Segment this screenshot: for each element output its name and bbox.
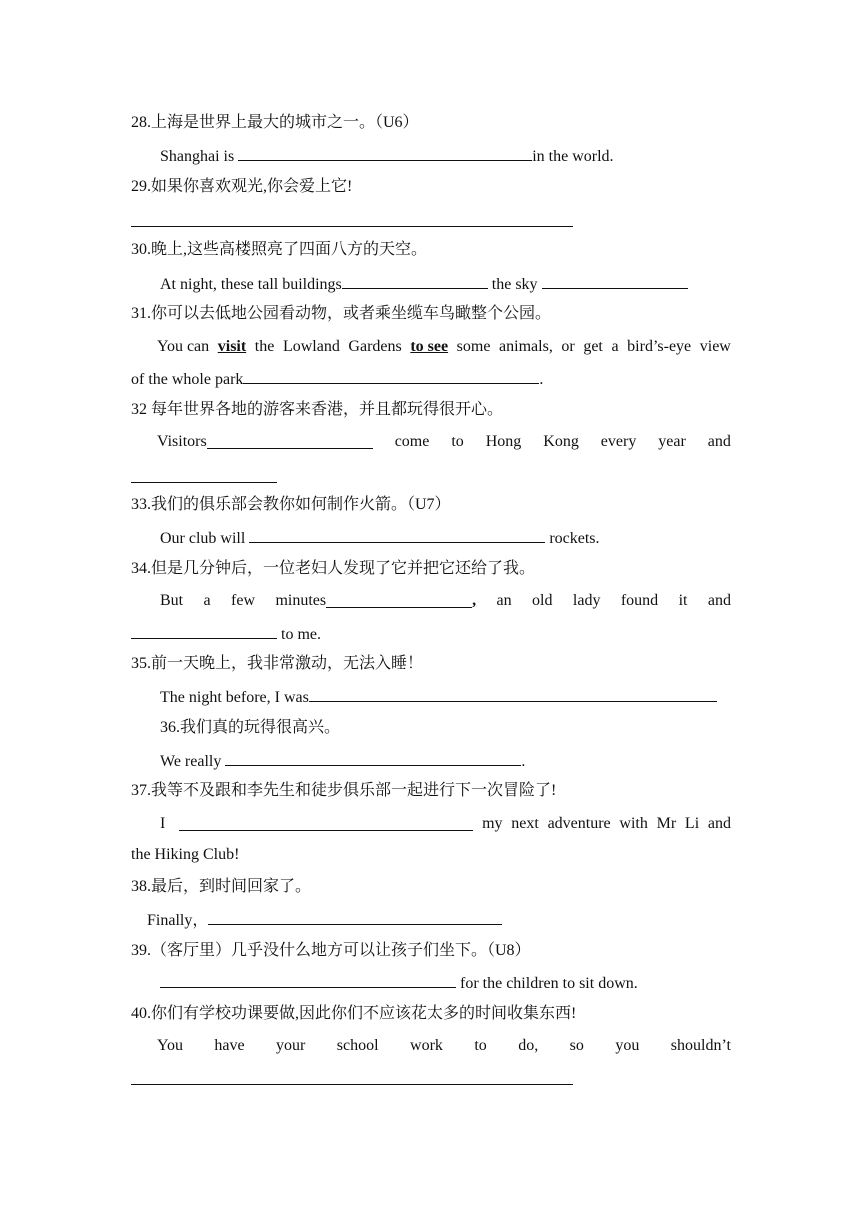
q35-prompt: 35.前一天晚上，我非常激动，无法入睡！ [131,655,424,672]
q37-prompt: 37.我等不及跟和李先生和徒步俱乐部一起进行下一次冒险了! [131,782,557,799]
q37-answer-line-1: I my next adventure with Mr Li and [160,815,731,832]
q36-answer-line: We really . [160,749,860,771]
q30-answer-line: At night, these tall buildings the sky [160,272,860,294]
q28-prompt: 28.上海是世界上最大的城市之一。（U6） [131,114,419,131]
q30-blank-1[interactable] [342,272,488,289]
q39-answer-line: for the children to sit down. [160,971,860,993]
q29-blank[interactable] [131,208,573,227]
q38-prompt: 38.最后，到时间回家了。 [131,878,312,895]
q32-blank-1[interactable] [207,432,373,449]
q34-blank-2[interactable] [131,622,277,639]
q28-answer-line: Shanghai is in the world. [160,144,860,166]
q30-blank-2[interactable] [542,272,688,289]
q40-prompt: 40.你们有学校功课要做,因此你们不应该花太多的时间收集东西! [131,1005,577,1022]
q37-answer-line-2: the Hiking Club! [131,846,240,863]
q37-blank[interactable] [179,814,473,831]
q32-answer-line-1: Visitors come to Hong Kong every year and [157,433,731,450]
q36-prompt: 36.我们真的玩得很高兴。 [160,719,341,736]
q32-prompt: 32 每年世界各地的游客来香港，并且都玩得很开心。 [131,401,504,418]
q35-blank[interactable] [309,685,717,702]
q38-blank[interactable] [208,908,502,925]
q35-answer-line: The night before, I was [160,685,860,707]
q40-blank[interactable] [131,1066,573,1085]
q28-blank[interactable] [238,144,532,161]
q39-prompt: 39.（客厅里）几乎没什么地方可以让孩子们坐下。（U8） [131,942,531,959]
q32-blank-2[interactable] [131,464,277,483]
q34-prompt: 34.但是几分钟后，一位老妇人发现了它并把它还给了我。 [131,560,536,577]
q34-answer-line-2: to me. [131,622,860,644]
q33-answer-line: Our club will rockets. [160,526,860,548]
q40-answer-line-1: You have your school work to do, so you shouldn’t [157,1037,731,1054]
q34-blank-1[interactable] [326,591,472,608]
q31-prompt: 31.你可以去低地公园看动物，或者乘坐缆车鸟瞰整个公园。 [131,305,552,322]
q39-blank[interactable] [160,971,456,988]
q30-prompt: 30.晚上,这些高楼照亮了四面八方的天空。 [131,241,428,258]
q36-blank[interactable] [225,749,521,766]
q38-answer-line: Finally， [147,908,860,930]
q34-answer-line-1: But a few minutes , an old lady found it and [160,592,731,609]
q29-prompt: 29.如果你喜欢观光,你会爱上它! [131,178,353,195]
q31-answer-line-2: of the whole park . [131,367,860,389]
q33-prompt: 33.我们的俱乐部会教你如何制作火箭。（U7） [131,496,451,513]
q31-blank[interactable] [243,367,539,384]
q31-answer-line-1: You can visit the Lowland Gardens to see some animals, or get a bird’s-eye view [157,338,731,355]
q33-blank[interactable] [249,526,545,543]
